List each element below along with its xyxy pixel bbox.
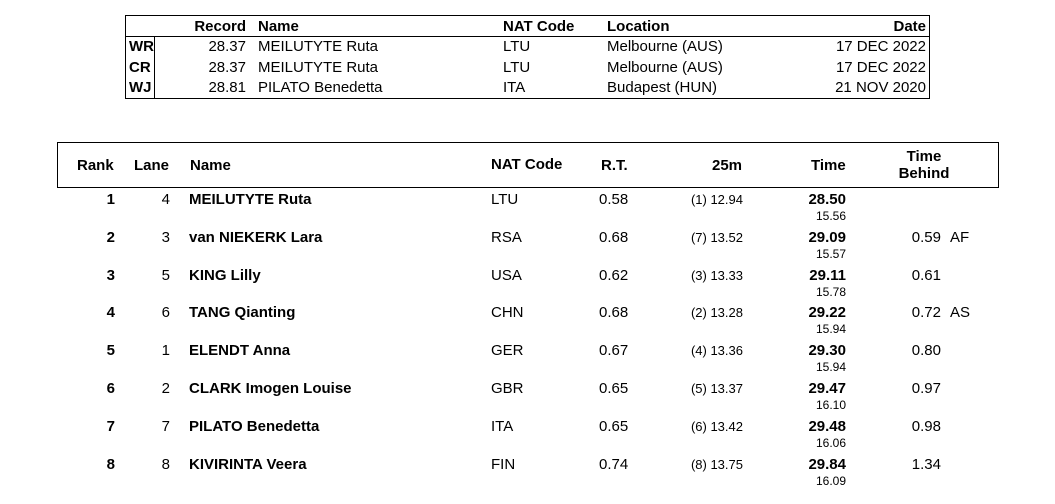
result-time: 29.48 bbox=[808, 417, 846, 435]
result-split-25m: (3) 13.33 bbox=[690, 267, 743, 283]
result-time: 29.11 bbox=[809, 266, 846, 284]
result-athlete-name: MEILUTYTE Ruta bbox=[189, 191, 312, 208]
result-record-badge: AF bbox=[950, 228, 970, 246]
result-time-behind: 0.80 bbox=[911, 342, 941, 360]
result-reaction-time: 0.68 bbox=[599, 228, 629, 246]
result-split-50m: 15.94 bbox=[815, 360, 846, 375]
result-split-50m: 15.94 bbox=[815, 322, 846, 337]
results-header-name: Name bbox=[190, 157, 231, 174]
result-lane: 4 bbox=[161, 191, 170, 208]
record-nat: LTU bbox=[503, 38, 531, 55]
record-location: Melbourne (AUS) bbox=[607, 59, 723, 76]
results-header bbox=[57, 142, 999, 188]
result-reaction-time: 0.65 bbox=[599, 380, 629, 397]
records-table bbox=[125, 15, 930, 99]
result-split-50m: 15.56 bbox=[815, 209, 846, 223]
result-nat: ITA bbox=[491, 417, 514, 435]
result-split-25m: (6) 13.42 bbox=[690, 418, 743, 434]
result-time-behind: 0.97 bbox=[911, 380, 941, 397]
result-rank: 3 bbox=[106, 266, 115, 284]
records-header-divider bbox=[126, 36, 929, 37]
result-reaction-time: 0.67 bbox=[599, 342, 629, 360]
record-location: Budapest (HUN) bbox=[607, 79, 718, 96]
result-rank: 7 bbox=[106, 417, 115, 435]
record-date: 17 DEC 2022 bbox=[835, 59, 926, 76]
result-lane: 1 bbox=[161, 342, 170, 360]
result-rank: 5 bbox=[106, 342, 115, 360]
result-lane: 7 bbox=[161, 417, 170, 435]
result-lane: 6 bbox=[161, 304, 170, 322]
result-split-50m: 16.06 bbox=[815, 435, 846, 450]
record-time: 28.37 bbox=[208, 59, 246, 76]
record-holder-name: MEILUTYTE Ruta bbox=[258, 59, 379, 76]
results-header-25m: 25m bbox=[712, 157, 743, 174]
results-header-rank: Rank bbox=[77, 157, 114, 174]
result-time: 29.47 bbox=[808, 380, 846, 397]
result-nat: RSA bbox=[491, 228, 522, 246]
record-date: 17 DEC 2022 bbox=[835, 38, 926, 55]
record-time: 28.81 bbox=[208, 79, 246, 96]
record-holder-name: MEILUTYTE Ruta bbox=[258, 38, 379, 55]
result-split-50m: 15.78 bbox=[815, 284, 846, 299]
result-split-50m: 15.57 bbox=[815, 246, 846, 261]
result-rank: 6 bbox=[106, 380, 115, 397]
result-time: 29.30 bbox=[808, 342, 846, 360]
result-split-25m: (7) 13.52 bbox=[690, 229, 743, 245]
records-header-record: Record bbox=[194, 18, 246, 35]
results-header-lane: Lane bbox=[134, 157, 170, 174]
result-time: 28.50 bbox=[808, 191, 846, 208]
result-reaction-time: 0.74 bbox=[599, 455, 629, 473]
result-athlete-name: ELENDT Anna bbox=[189, 342, 291, 360]
result-time-behind: 0.98 bbox=[911, 417, 941, 435]
records-header-location: Location bbox=[607, 18, 670, 35]
records-code-divider bbox=[154, 36, 155, 98]
results-header-time-behind-2: Behind bbox=[898, 165, 950, 182]
result-athlete-name: PILATO Benedetta bbox=[189, 417, 320, 435]
results-header-nat: NAT Code bbox=[491, 156, 563, 173]
result-athlete-name: CLARK Imogen Louise bbox=[189, 380, 352, 397]
result-athlete-name: KING Lilly bbox=[189, 266, 261, 284]
result-reaction-time: 0.58 bbox=[599, 191, 629, 208]
record-code: WR bbox=[129, 38, 154, 55]
record-nat: ITA bbox=[503, 79, 526, 96]
result-athlete-name: KIVIRINTA Veera bbox=[189, 455, 307, 473]
results-header-time: Time bbox=[811, 157, 846, 174]
result-rank: 1 bbox=[106, 191, 115, 208]
record-nat: LTU bbox=[503, 59, 531, 76]
result-lane: 3 bbox=[161, 228, 170, 246]
result-time: 29.22 bbox=[808, 304, 846, 322]
result-lane: 2 bbox=[161, 380, 170, 397]
result-nat: FIN bbox=[491, 455, 516, 473]
records-header-name: Name bbox=[258, 18, 299, 35]
result-nat: GBR bbox=[491, 380, 524, 397]
result-lane: 5 bbox=[161, 266, 170, 284]
result-lane: 8 bbox=[161, 455, 170, 473]
result-time: 29.84 bbox=[808, 455, 846, 473]
result-split-25m: (8) 13.75 bbox=[690, 456, 743, 472]
result-nat: GER bbox=[491, 342, 524, 360]
result-athlete-name: van NIEKERK Lara bbox=[189, 228, 323, 246]
result-reaction-time: 0.65 bbox=[599, 417, 629, 435]
result-split-50m: 16.10 bbox=[815, 398, 846, 412]
result-nat: CHN bbox=[491, 304, 524, 322]
result-split-25m: (5) 13.37 bbox=[690, 381, 743, 396]
result-time-behind: 0.72 bbox=[911, 304, 941, 322]
result-time: 29.09 bbox=[808, 228, 846, 246]
result-nat: USA bbox=[491, 266, 522, 284]
result-athlete-name: TANG Qianting bbox=[189, 304, 296, 322]
record-time: 28.37 bbox=[208, 38, 246, 55]
result-time-behind: 0.59 bbox=[911, 228, 941, 246]
result-split-50m: 16.09 bbox=[815, 473, 846, 488]
result-reaction-time: 0.68 bbox=[599, 304, 629, 322]
result-split-25m: (1) 12.94 bbox=[690, 192, 743, 207]
result-rank: 2 bbox=[106, 228, 115, 246]
result-time-behind: 0.61 bbox=[911, 266, 941, 284]
record-date: 21 NOV 2020 bbox=[835, 79, 926, 96]
records-header-nat: NAT Code bbox=[503, 18, 575, 35]
records-header-date: Date bbox=[893, 18, 926, 35]
record-location: Melbourne (AUS) bbox=[607, 38, 723, 55]
results-header-rt: R.T. bbox=[601, 157, 628, 174]
result-split-25m: (2) 13.28 bbox=[690, 305, 743, 321]
record-holder-name: PILATO Benedetta bbox=[258, 79, 383, 96]
result-reaction-time: 0.62 bbox=[599, 266, 629, 284]
record-code: CR bbox=[129, 59, 151, 76]
record-code: WJ bbox=[129, 79, 152, 96]
result-record-badge: AS bbox=[950, 304, 971, 322]
result-rank: 8 bbox=[106, 455, 115, 473]
result-split-25m: (4) 13.36 bbox=[690, 343, 743, 359]
results-header-time-behind-1: Time bbox=[906, 148, 942, 165]
result-rank: 4 bbox=[106, 304, 115, 322]
result-nat: LTU bbox=[491, 191, 519, 208]
result-time-behind: 1.34 bbox=[911, 455, 941, 473]
